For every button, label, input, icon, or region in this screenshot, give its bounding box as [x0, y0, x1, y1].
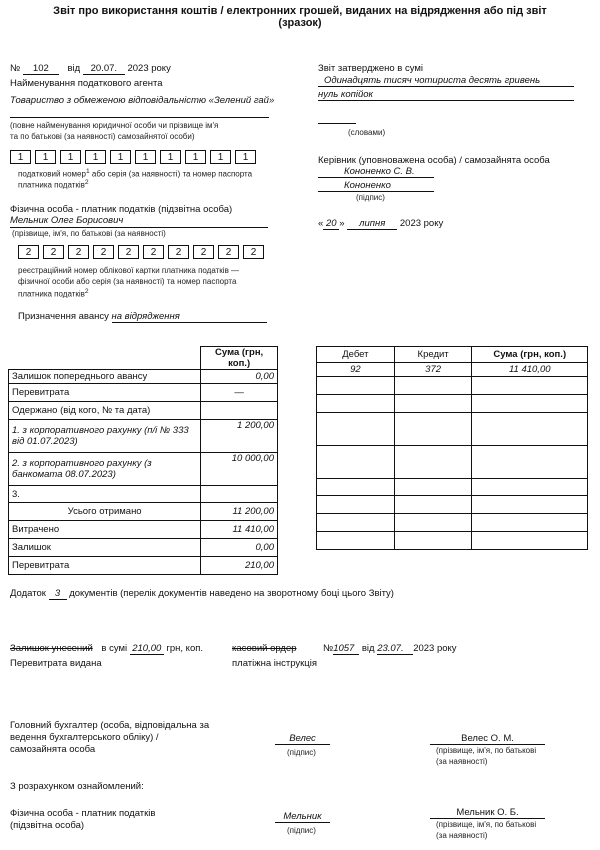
- table-row: [9, 402, 278, 420]
- no-label: №: [10, 63, 21, 74]
- person-label: Фізична особа - платник податків (підзвітна особа): [10, 204, 233, 215]
- remainder-doc-line: [323, 643, 457, 655]
- remainder-sum: 210,00: [130, 643, 164, 655]
- attachment-text: документів (перелік документів наведено на зворотному боці цього Звіту): [69, 588, 394, 599]
- person-hint: (прізвище, ім'я, по батькові (за наявності): [12, 229, 166, 238]
- row-value: —: [201, 384, 278, 402]
- empty-row: [317, 532, 588, 550]
- digit-box: 2: [118, 245, 139, 259]
- row-value: 1 200,00: [201, 420, 278, 453]
- remainder-line: [10, 643, 203, 655]
- table-header-row: [317, 347, 588, 363]
- empty-cell: [472, 377, 588, 395]
- table-header-row: [9, 347, 278, 370]
- row-label: Перевитрата: [9, 557, 201, 575]
- digit-box: 2: [243, 245, 264, 259]
- head-signature: Кононенко: [318, 180, 434, 192]
- empty-cell: [317, 395, 395, 413]
- empty-row: [317, 514, 588, 532]
- empty-row: [317, 496, 588, 514]
- left-sum-table: [8, 346, 278, 575]
- header-cell: Сума (грн, коп.): [472, 347, 588, 363]
- reg-hint-line-3: [18, 288, 89, 299]
- cell: 92: [317, 363, 395, 377]
- row-value: [201, 402, 278, 420]
- empty-cell: [394, 377, 472, 395]
- words-hint: (словами): [348, 128, 386, 137]
- empty-cell: [394, 479, 472, 496]
- doc-no-label: №: [323, 643, 334, 654]
- person-sign-label-2: (підзвітна особа): [10, 820, 85, 831]
- tax-hint-line-1: [18, 168, 252, 179]
- words-short-line: [318, 123, 356, 124]
- table-row: [9, 420, 278, 453]
- report-title: [0, 5, 600, 29]
- empty-cell: [472, 479, 588, 496]
- currency-label: грн, коп.: [166, 643, 204, 654]
- empty-row: [317, 479, 588, 496]
- person-signature: Мельник: [275, 811, 330, 823]
- row-value: 0,00: [201, 539, 278, 557]
- digit-box: 1: [110, 150, 131, 164]
- amount-words-2: нуль копійок: [318, 89, 574, 101]
- row-value: [201, 486, 278, 503]
- table-row: [9, 486, 278, 503]
- table-row: [9, 370, 278, 384]
- digit-box: 1: [185, 150, 206, 164]
- remainder-label: Залишок унесений: [10, 643, 93, 654]
- head-sign-hint: (підпис): [356, 193, 385, 202]
- empty-cell: [472, 446, 588, 479]
- person-name: Мельник Олег Борисович: [10, 215, 124, 226]
- cell: 11 410,00: [472, 363, 588, 377]
- person-sign-label-1: Фізична особа - платник податків: [10, 808, 156, 819]
- approval-label: Звіт затверджено в сумі: [318, 63, 424, 74]
- digit-box: 2: [18, 245, 39, 259]
- table-row: [9, 557, 278, 575]
- row-label: Залишок: [9, 539, 201, 557]
- purpose-line: [18, 311, 267, 323]
- person-sign-hint: (підпис): [287, 826, 316, 835]
- digit-box: 1: [85, 150, 106, 164]
- tax-hint-1-sup: 1: [85, 168, 90, 175]
- accountant-label-1: Головний бухгалтер (особа, відповідальна за: [10, 720, 210, 731]
- empty-cell: [472, 413, 588, 446]
- head-label: Керівник (уповноважена особа) / самозайнята особа: [318, 155, 550, 166]
- empty-cell: [317, 377, 395, 395]
- digit-box: 2: [168, 245, 189, 259]
- digit-box: 1: [35, 150, 56, 164]
- empty-cell: [394, 496, 472, 514]
- tax-hint-2: платника податків: [18, 180, 85, 190]
- empty-cell: [317, 532, 395, 550]
- empty-cell: [317, 496, 395, 514]
- sum-header: Сума (грн, коп.): [201, 347, 278, 370]
- reg-hint-1: реєстраційний номер облікової картки платника податків —: [18, 266, 240, 275]
- overspend-label: Перевитрата видана: [10, 658, 102, 669]
- tax-hint-1-rest: або серія (за наявності) та номер паспорта: [91, 169, 253, 179]
- row-value: 11 200,00: [201, 503, 278, 521]
- reg-number-boxes: [18, 245, 268, 259]
- row-label: Залишок попереднього авансу: [9, 370, 201, 384]
- empty-cell: [394, 532, 472, 550]
- report-number: 102: [23, 63, 59, 75]
- date-label: від: [67, 63, 81, 74]
- row-label: Усього отримано: [9, 503, 201, 521]
- row-value: 10 000,00: [201, 453, 278, 486]
- row-label: Одержано (від кого, № та дата): [9, 402, 201, 420]
- person-name-hint-2: (за наявності): [436, 831, 488, 840]
- empty-row: [317, 395, 588, 413]
- digit-box: 2: [93, 245, 114, 259]
- digit-box: 1: [60, 150, 81, 164]
- empty-cell: [394, 395, 472, 413]
- doc-year: 2023 року: [413, 643, 457, 654]
- digit-box: 2: [68, 245, 89, 259]
- digit-box: 1: [135, 150, 156, 164]
- agent-label: Найменування податкового агента: [10, 78, 163, 89]
- payment-instruction: платіжна інструкція: [232, 658, 317, 669]
- acquainted-label: З розрахунком ознайомлений:: [10, 781, 144, 792]
- digit-box: 1: [10, 150, 31, 164]
- attachment-count: 3: [49, 588, 67, 600]
- accountant-name-hint-2: (за наявності): [436, 757, 488, 766]
- tax-hint-2-sup: 2: [84, 179, 89, 186]
- approval-month: липня: [347, 218, 397, 230]
- table-row: [9, 453, 278, 486]
- right-accounts-table: [316, 346, 588, 550]
- row-value: 0,00: [201, 370, 278, 384]
- empty-row: [317, 446, 588, 479]
- table-row: [9, 384, 278, 402]
- empty-cell: [317, 446, 395, 479]
- report-year: 2023 року: [127, 63, 171, 74]
- purpose-label: Призначення авансу: [18, 311, 109, 322]
- row-label: 1. з корпоративного рахунку (п/і № 333 від 01.07.2023): [9, 420, 201, 453]
- quote-open: «: [318, 218, 324, 229]
- tax-hint-line-2: [18, 179, 89, 190]
- empty-cell: [472, 532, 588, 550]
- report-number-line: [10, 63, 171, 75]
- empty-cell: [317, 479, 395, 496]
- agent-hint-2: та по батькові (за наявності) самозайнятої особи): [10, 132, 195, 141]
- attachment-line: [10, 588, 394, 600]
- empty-row: [317, 377, 588, 395]
- digit-box: 1: [235, 150, 256, 164]
- empty-cell: [394, 446, 472, 479]
- digit-box: 2: [218, 245, 239, 259]
- accountant-label-3: самозайнята особа: [10, 744, 96, 755]
- empty-header-cell: [9, 347, 201, 370]
- row-value: 210,00: [201, 557, 278, 575]
- accountant-name-hint-1: (прізвище, ім'я, по батькові: [436, 746, 537, 755]
- digit-box: 2: [193, 245, 214, 259]
- digit-box: 2: [143, 245, 164, 259]
- row-label: 2. з корпоративного рахунку (з банкомата 08.07.2023): [9, 453, 201, 486]
- person-name-hint-1: (прізвище, ім'я, по батькові: [436, 820, 537, 829]
- table-row: [9, 503, 278, 521]
- cash-order-label: касовий ордер: [232, 643, 297, 654]
- reg-hint-3-sup: 2: [84, 288, 89, 295]
- empty-cell: [472, 496, 588, 514]
- reg-hint-2: фізичної особи або серія (за наявності) та номер паспорта: [18, 277, 237, 286]
- accountant-signature: Велес: [275, 733, 330, 745]
- empty-cell: [472, 395, 588, 413]
- purpose-value: на відрядження: [112, 311, 267, 323]
- attachment-label: Додаток: [10, 588, 46, 599]
- approval-year: 2023 року: [399, 218, 444, 229]
- empty-row: [317, 413, 588, 446]
- cell: 372: [394, 363, 472, 377]
- tax-number-boxes: [10, 150, 260, 164]
- approval-day: 20: [323, 218, 339, 230]
- doc-date: 23.07.: [377, 643, 413, 655]
- table-row: [9, 539, 278, 557]
- digit-box: 1: [210, 150, 231, 164]
- agent-underline: [10, 117, 269, 118]
- subtitle-text: (зразок): [278, 17, 322, 29]
- in-sum-label: в сумі: [101, 643, 128, 654]
- tax-hint-1: податковий номер: [18, 169, 86, 179]
- empty-cell: [317, 413, 395, 446]
- header-cell: Дебет: [317, 347, 395, 363]
- empty-cell: [394, 413, 472, 446]
- table-row: [9, 521, 278, 539]
- reg-hint-3: платника податків: [18, 289, 85, 299]
- agent-hint-1: (повне найменування юридичної особи чи прізвище ім'я: [10, 121, 219, 130]
- header-cell: Кредит: [394, 347, 472, 363]
- approval-date: [318, 218, 443, 230]
- person-underline: [10, 227, 268, 228]
- accountant-sign-hint: (підпис): [287, 748, 316, 757]
- doc-date-label: від: [361, 643, 375, 654]
- row-label: Витрачено: [9, 521, 201, 539]
- row-label: Перевитрата: [9, 384, 201, 402]
- table-row: [317, 363, 588, 377]
- head-name: Кононенко С. В.: [318, 166, 434, 178]
- digit-box: 1: [160, 150, 181, 164]
- empty-cell: [317, 514, 395, 532]
- accountant-label-2: ведення бухгалтерського обліку) /: [10, 732, 159, 743]
- accountant-name: Велес О. М.: [430, 733, 545, 745]
- quote-close: »: [339, 218, 345, 229]
- row-value: 11 410,00: [201, 521, 278, 539]
- empty-cell: [394, 514, 472, 532]
- agent-name: Товариство з обмеженою відповідальністю «Зелений гай»: [10, 95, 275, 106]
- digit-box: 2: [43, 245, 64, 259]
- row-label: 3.: [9, 486, 201, 503]
- report-date: 20.07.: [83, 63, 125, 75]
- person-name-printed: Мельник О. Б.: [430, 807, 545, 819]
- doc-no: 1057: [333, 643, 359, 655]
- empty-cell: [472, 514, 588, 532]
- title-text: Звіт про використання коштів / електронних грошей, виданих на відрядження або під звіт: [53, 5, 547, 17]
- amount-words-1: Одинадцять тисяч чотириста десять гривень: [318, 75, 574, 87]
